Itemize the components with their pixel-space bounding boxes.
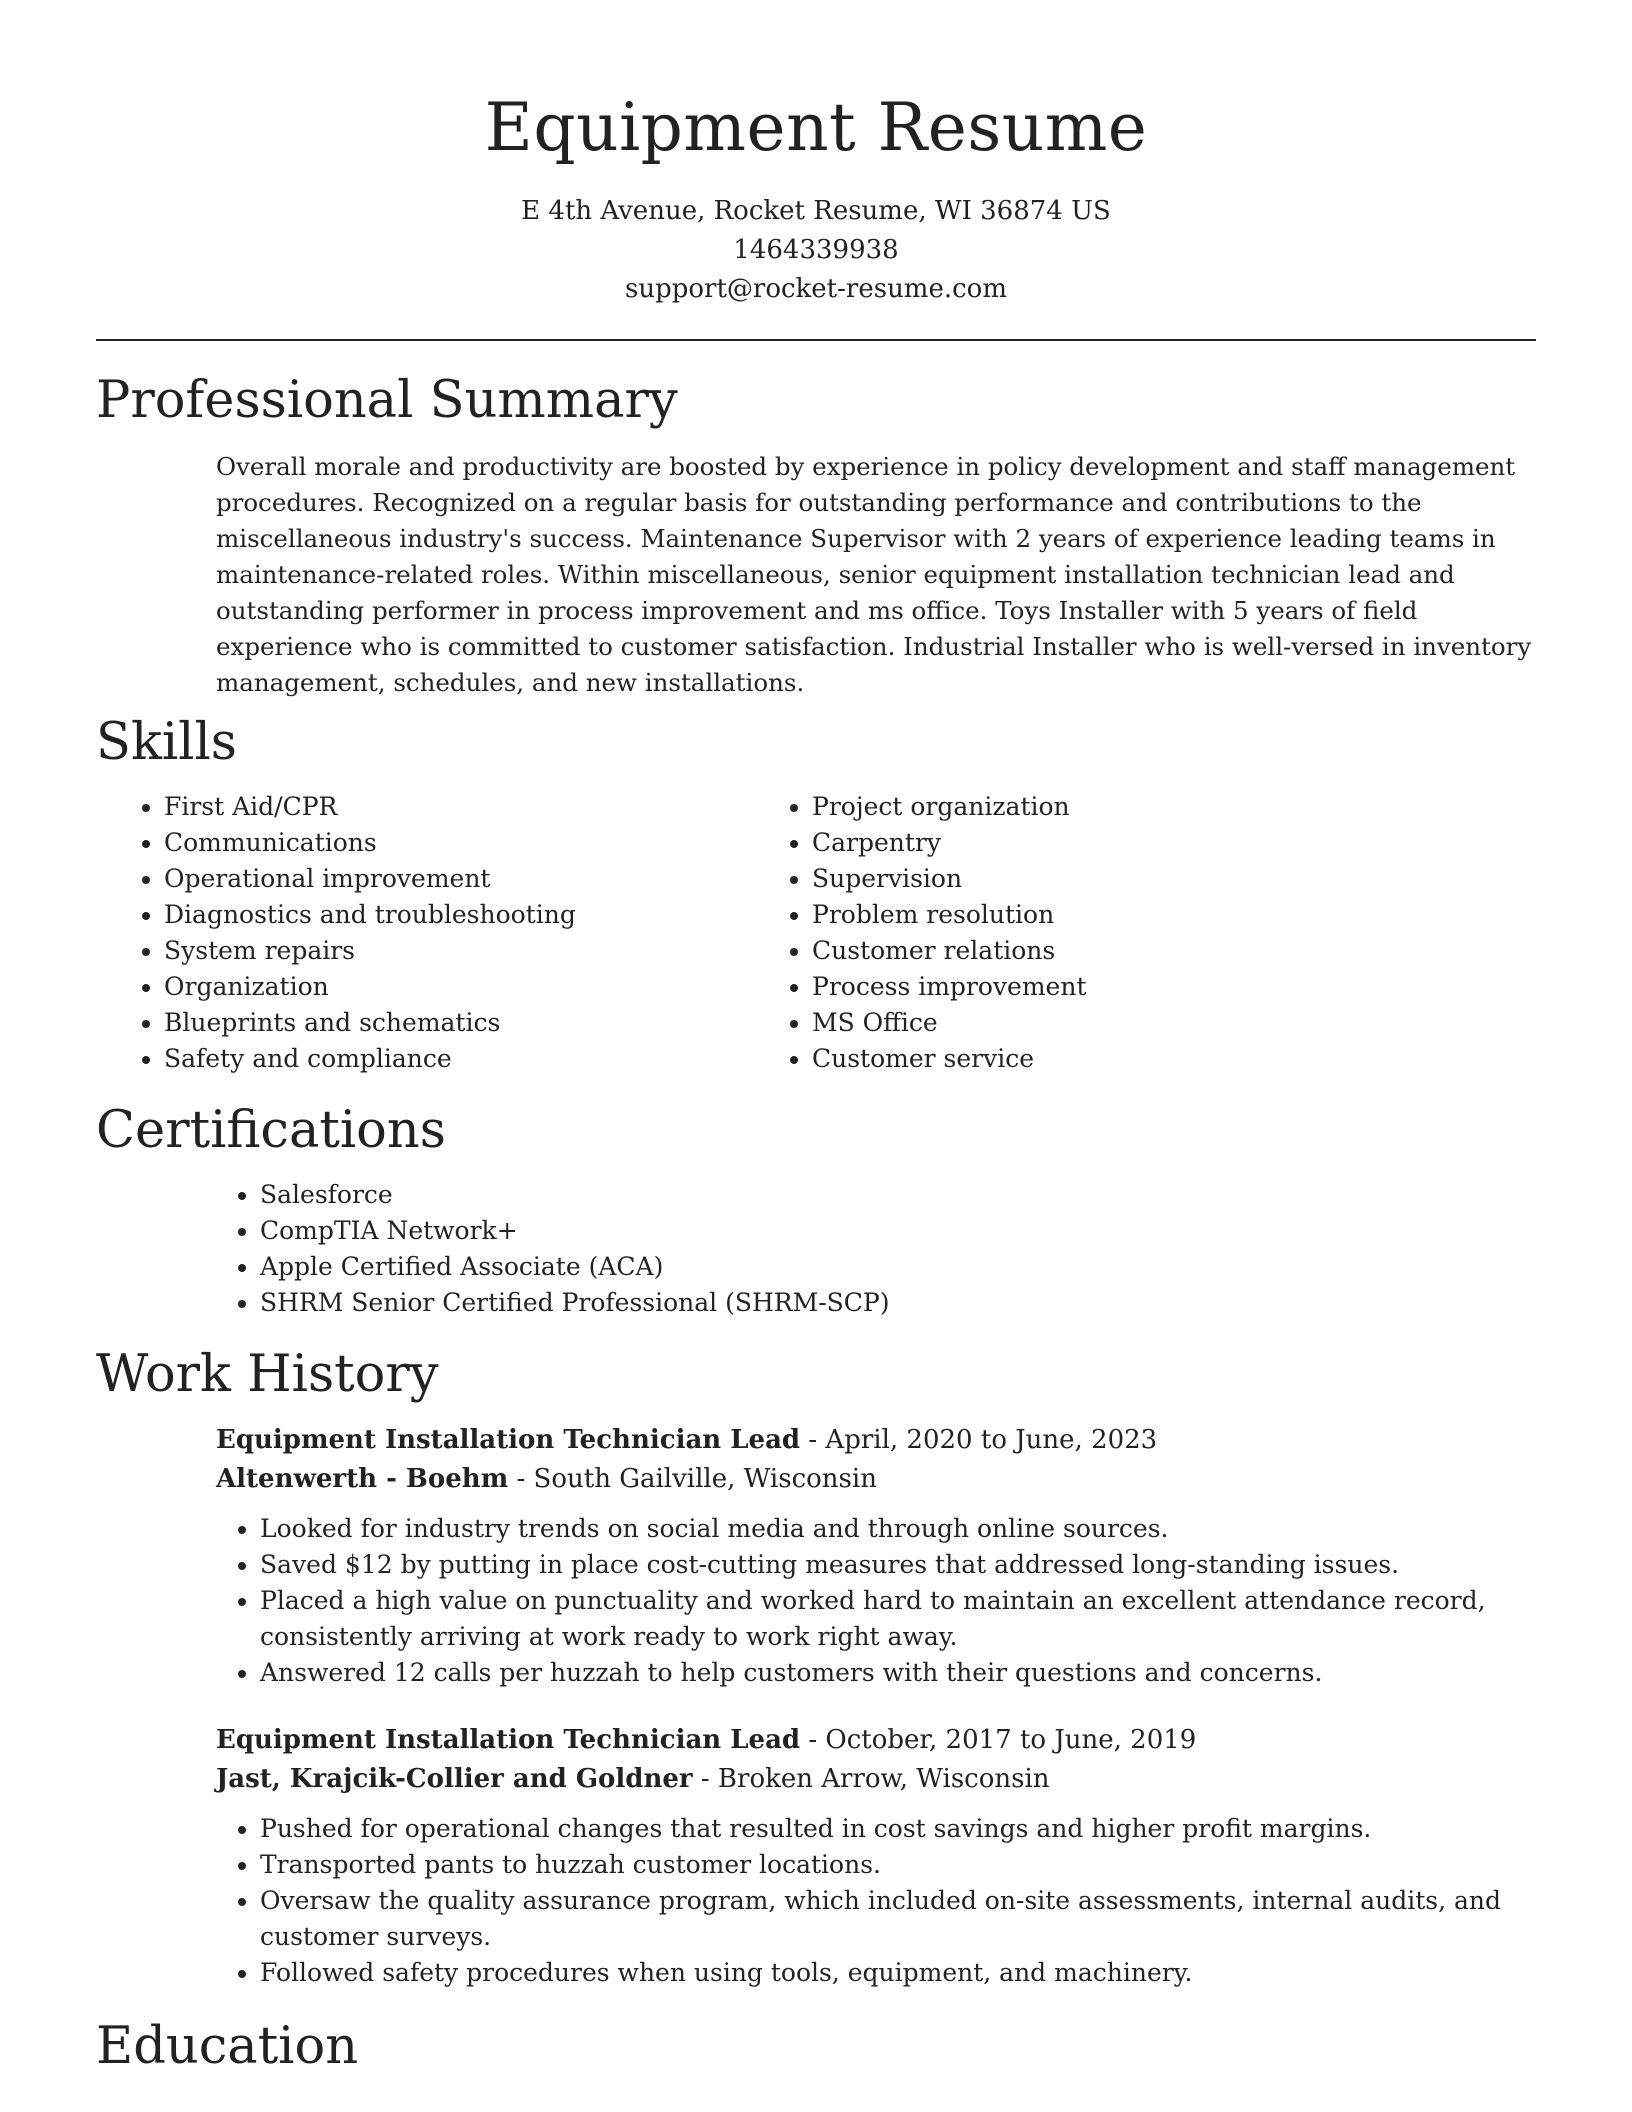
contact-address: E 4th Avenue, Rocket Resume, WI 36874 US: [521, 196, 1111, 226]
skills-columns: [96, 789, 1536, 1077]
job-bullet: • Answered 12 calls per huzzah to help customers with their questions and concerns.: [260, 1655, 1536, 1691]
work-history-title: Work History: [96, 1345, 439, 1404]
job-dates: - October, 2017 to June, 2019: [800, 1725, 1197, 1755]
job-company-line: [216, 1460, 1536, 1499]
skill-item: • Blueprints and schematics: [164, 1005, 746, 1041]
job-bullet: • Placed a high value on punctuality and worked hard to maintain an excellent attendance record, consistently arriving at work ready to work right away.: [260, 1583, 1536, 1655]
skills-section: [96, 713, 1536, 1077]
education-title: Education: [96, 2017, 359, 2076]
skills-column-right: [746, 789, 1396, 1077]
summary-text: Overall morale and productivity are boosted by experience in policy development and staff management procedures. Recognized on a regular basis for outstanding performance and contributions to the miscellaneous industry's success. Maintenance Supervisor with 2 years of experience leading teams in maintenance-related roles. Within miscellaneous, senior equipment installation technician lead and outstanding performer in process improvement and ms office. Toys Installer with 5 years of field experience who is committed to customer satisfaction. Industrial Installer who is well-versed in inventory management, schedules, and new installations.: [216, 452, 1532, 697]
job-bullet: • Saved $12 by putting in place cost-cutting measures that addressed long-standing issues.: [260, 1547, 1536, 1583]
job-company-line: [216, 1760, 1536, 1799]
certification-item: • Salesforce: [260, 1177, 1536, 1213]
resume-name: Equipment Resume: [484, 89, 1148, 166]
job-location: - Broken Arrow, Wisconsin: [692, 1764, 1050, 1794]
skill-item: • MS Office: [812, 1005, 1396, 1041]
job-bullet: • Looked for industry trends on social media and through online sources.: [260, 1511, 1536, 1547]
job-role: Equipment Installation Technician Lead: [216, 1725, 801, 1755]
job-bullet: • Pushed for operational changes that resulted in cost savings and higher profit margins.: [260, 1811, 1536, 1847]
header-divider: [96, 339, 1536, 341]
skills-column-left: [96, 789, 746, 1077]
job-bullets: [216, 1511, 1536, 1691]
skill-item: • Communications: [164, 825, 746, 861]
skill-item: • Customer service: [812, 1041, 1396, 1077]
work-history-section: [96, 1345, 1536, 1991]
certifications-list: [96, 1177, 1536, 1321]
skill-item: • Supervision: [812, 861, 1396, 897]
job-entry: [216, 1721, 1536, 1991]
resume-header: [96, 0, 1536, 309]
education-section: [96, 2017, 1536, 2077]
job-role-line: [216, 1721, 1536, 1760]
skill-item: • Process improvement: [812, 969, 1396, 1005]
job-bullet: • Transported pants to huzzah customer locations.: [260, 1847, 1536, 1883]
skill-item: • Problem resolution: [812, 897, 1396, 933]
skill-item: • Operational improvement: [164, 861, 746, 897]
skill-item: • Diagnostics and troubleshooting: [164, 897, 746, 933]
skill-item: • Carpentry: [812, 825, 1396, 861]
job-bullets: [216, 1811, 1536, 1991]
certification-item: • Apple Certified Associate (ACA): [260, 1249, 1536, 1285]
contact-email: support@rocket-resume.com: [624, 274, 1007, 304]
summary-title: Professional Summary: [96, 371, 678, 430]
resume-page: [96, 0, 1536, 2077]
job-company: Altenwerth - Boehm: [216, 1464, 509, 1494]
job-entry: [216, 1421, 1536, 1691]
summary-section: [96, 371, 1536, 701]
certifications-title: Certifications: [96, 1101, 446, 1160]
certifications-section: [96, 1101, 1536, 1321]
job-bullet: • Followed safety procedures when using tools, equipment, and machinery.: [260, 1955, 1536, 1991]
job-dates: - April, 2020 to June, 2023: [800, 1425, 1158, 1455]
job-role: Equipment Installation Technician Lead: [216, 1425, 801, 1455]
contact-phone: 1464339938: [733, 235, 899, 265]
certification-item: • CompTIA Network+: [260, 1213, 1536, 1249]
skill-item: • Organization: [164, 969, 746, 1005]
skill-item: • System repairs: [164, 933, 746, 969]
job-bullet: • Oversaw the quality assurance program, which included on-site assessments, internal audits, and customer surveys.: [260, 1883, 1536, 1955]
skills-title: Skills: [96, 713, 237, 772]
job-company: Jast, Krajcik-Collier and Goldner: [216, 1764, 693, 1794]
skill-item: • Customer relations: [812, 933, 1396, 969]
skill-item: • Safety and compliance: [164, 1041, 746, 1077]
job-role-line: [216, 1421, 1536, 1460]
skill-item: • Project organization: [812, 789, 1396, 825]
certification-item: • SHRM Senior Certified Professional (SHRM-SCP): [260, 1285, 1536, 1321]
contact-block: [96, 192, 1536, 309]
skill-item: • First Aid/CPR: [164, 789, 746, 825]
job-location: - South Gailville, Wisconsin: [508, 1464, 877, 1494]
